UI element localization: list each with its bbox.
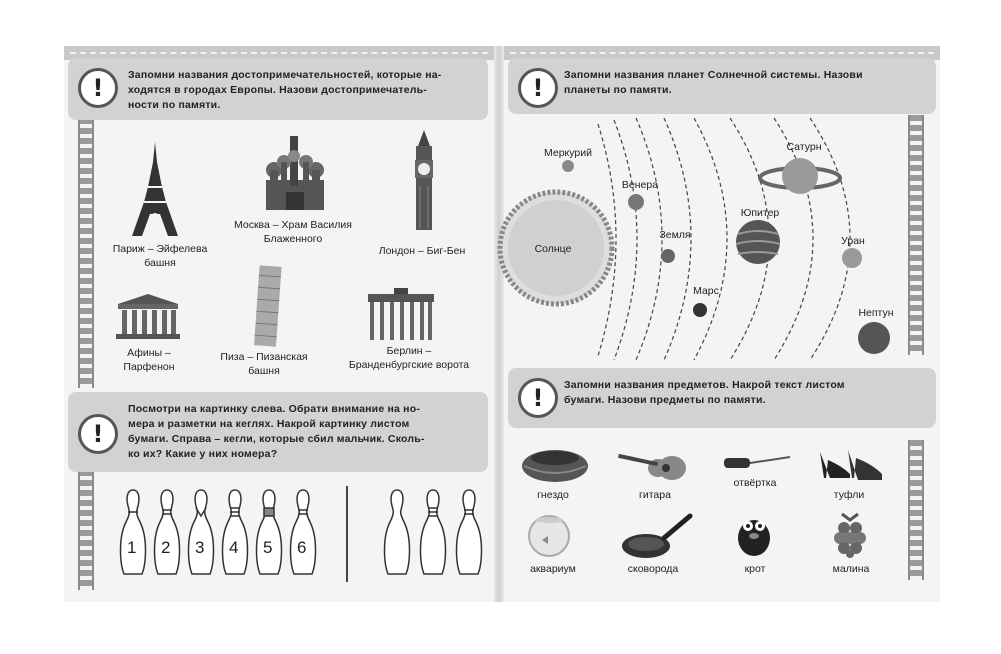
planet-label: Земля: [659, 229, 691, 241]
frying-pan-icon: [620, 512, 694, 560]
eiffel-tower-icon: [130, 142, 180, 238]
landmark-caption: [204, 350, 324, 378]
object-label: отвёртка: [733, 477, 777, 489]
caption-line: Блаженного: [263, 233, 323, 245]
object-label: аквариум: [530, 563, 576, 575]
nest-icon: [520, 442, 590, 486]
object-label: гнездо: [537, 489, 569, 501]
guitar-icon: [616, 448, 696, 484]
pin-number: 6: [297, 538, 307, 557]
task-objects: [508, 368, 936, 428]
task-text-line: бумаги. Справа – кегли, которые сбил мальчик. Сколь-: [128, 433, 425, 445]
planet-label: Венера: [621, 179, 659, 191]
task-text-line: мера и разметки на кеглях. Накрой картинку листом: [128, 418, 410, 430]
mercury-icon: [562, 160, 574, 172]
leaning-tower-icon: [248, 262, 284, 346]
neptune-icon: [858, 322, 890, 354]
exclamation-icon: !: [518, 378, 558, 418]
landmark-caption: [338, 344, 480, 372]
caption-line: Пиза – Пизанская: [220, 351, 308, 363]
caption-line: башня: [248, 365, 280, 377]
task-text: [128, 402, 474, 462]
landmark-caption: [106, 346, 192, 374]
planet-label: Меркурий: [544, 147, 592, 159]
bowling-pins-numbered: [116, 488, 326, 576]
aquarium-icon: [524, 512, 574, 558]
big-ben-icon: [412, 130, 436, 230]
object-label: гитара: [639, 489, 671, 501]
task-text-line: бумаги. Назови предметы по памяти.: [564, 394, 766, 406]
caption-line: Берлин –: [386, 345, 432, 357]
shoes-icon: [816, 442, 886, 484]
bowling-pins-knocked: [380, 488, 490, 576]
planet-label: Уран: [841, 235, 865, 247]
pin-number: 5: [263, 538, 273, 557]
exclamation-icon: !: [78, 68, 118, 108]
chain-border-left-bottom: [78, 470, 94, 590]
task-text: [564, 68, 922, 98]
caption-line: башня: [144, 257, 176, 269]
caption-line: Бранденбургские ворота: [348, 359, 470, 371]
task-text-line: ходятся в городах Европы. Назови достопримечатель-: [128, 84, 427, 96]
caption-line: Москва – Храм Василия: [234, 219, 352, 231]
task-bowling: [68, 392, 488, 472]
chain-border-left: [78, 118, 94, 388]
chain-border-right: [908, 115, 924, 355]
book-spine: [494, 46, 504, 602]
object-label: сковорода: [627, 563, 679, 575]
landmark-caption: [366, 244, 478, 258]
task-landmarks: [68, 58, 488, 120]
exclamation-icon: !: [518, 68, 558, 108]
caption-line: Парфенон: [123, 361, 175, 373]
saturn-icon: [782, 158, 818, 194]
brandenburg-gate-icon: [366, 288, 436, 342]
task-text-line: Запомни названия предметов. Накрой текст листом: [564, 379, 845, 391]
planet-label: Нептун: [858, 307, 894, 319]
task-text-line: планеты по памяти.: [564, 84, 672, 96]
earth-icon: [661, 249, 675, 263]
task-planets: [508, 58, 936, 114]
divider-line: [346, 486, 348, 582]
parthenon-icon: [116, 292, 180, 340]
mole-icon: [734, 506, 774, 558]
task-text: [128, 68, 474, 113]
object-label: малина: [832, 563, 870, 575]
task-text-line: ко их? Какие у них номера?: [128, 448, 278, 460]
planet-label: Юпитер: [740, 207, 780, 219]
object-label: туфли: [833, 489, 865, 501]
sun-label: Солнце: [534, 243, 572, 255]
planet-label: Сатурн: [786, 141, 822, 153]
pin-number: 4: [229, 538, 239, 557]
task-text-line: Посмотри на картинку слева. Обрати внимание на но-: [128, 403, 421, 415]
object-label: крот: [744, 563, 766, 575]
landmark-caption: [106, 242, 214, 270]
chain-border-right-bottom: [908, 440, 924, 580]
venus-icon: [628, 194, 644, 210]
uranus-icon: [842, 248, 862, 268]
task-text-line: Запомни названия планет Солнечной системы. Назови: [564, 69, 863, 81]
task-text-line: ности по памяти.: [128, 99, 221, 111]
task-text: [564, 378, 922, 408]
task-text-line: Запомни названия достопримечательностей, которые на-: [128, 69, 442, 81]
raspberry-icon: [830, 510, 870, 558]
screwdriver-icon: [722, 450, 792, 474]
landmark-caption: [218, 218, 368, 246]
pin-number: 3: [195, 538, 205, 557]
st-basils-cathedral-icon: [262, 132, 328, 212]
caption-line: Лондон – Биг-Бен: [378, 245, 466, 257]
caption-line: Афины –: [127, 347, 171, 359]
caption-line: Париж – Эйфелева: [112, 243, 208, 255]
pin-number: 1: [127, 538, 137, 557]
planet-label: Марс: [693, 285, 719, 297]
pin-number: 2: [161, 538, 171, 557]
mars-icon: [693, 303, 707, 317]
exclamation-icon: !: [78, 414, 118, 454]
